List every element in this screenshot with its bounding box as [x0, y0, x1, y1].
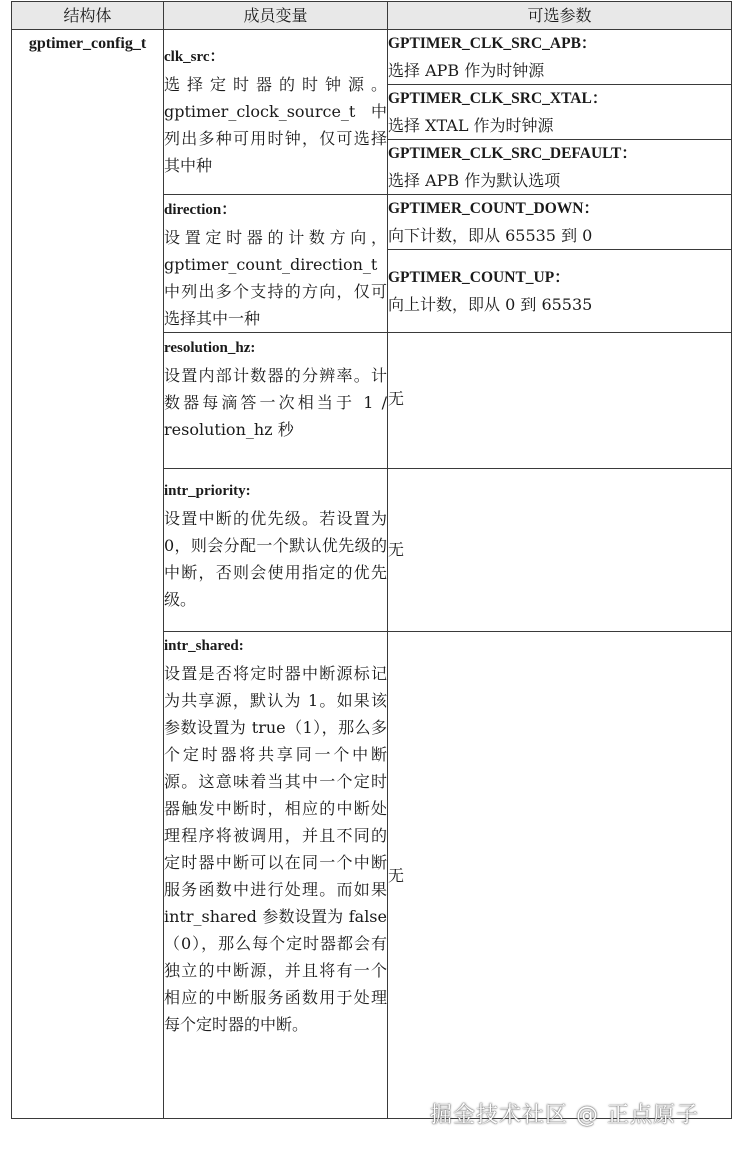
- option-cell: [388, 85, 732, 140]
- member-desc: 设置内部计数器的分辨率。计数器每滴答一次相当于 1 / resolution_hz 秒: [164, 366, 387, 439]
- option-cell: [388, 195, 732, 250]
- member-name: clk_src：: [164, 49, 225, 65]
- member-name: intr_priority:: [164, 483, 251, 499]
- member-desc: 设置定时器的计数方向，gptimer_count_direction_t 中列出多个支持的方向，仅可选择其中一种: [164, 228, 387, 328]
- member-desc: 设置是否将定时器中断源标记为共享源，默认为 1。如果该参数设置为 true（1），那么多个定时器将共享同一个中断源。这意味着当其中一个定时器触发中断时，相应的中断处理程序将被调用，并且不同的定时器中断可以在同一个中断服务函数中进行处理。而如果 intr_shared 参数设置为 false（0），那么每个定时器都会有独立的中断源，并且将有一个相应的中断服务函数用于处理每个定时器的中断。: [164, 664, 387, 1034]
- struct-name: gptimer_config_t: [28, 35, 147, 52]
- option-cell: [388, 30, 732, 85]
- watermark: 掘金技术社区 @ 正点原子: [430, 1103, 699, 1128]
- option-desc: 选择 APB 作为时钟源: [388, 61, 545, 80]
- option-desc: 向下计数，即从 65535 到 0: [388, 226, 593, 245]
- option-none: 无: [388, 865, 405, 885]
- member-name: intr_shared:: [164, 638, 244, 654]
- member-cell-resolution: [164, 333, 388, 469]
- option-name: GPTIMER_CLK_SRC_DEFAULT：: [388, 145, 637, 162]
- member-desc: 选择定时器的时钟源。gptimer_clock_source_t 中列出多种可用时钟，仅可选择其中种: [164, 75, 387, 175]
- member-name: resolution_hz:: [164, 340, 256, 356]
- option-desc: 选择 APB 作为默认选项: [388, 171, 561, 190]
- header-options: 可选参数: [388, 2, 732, 30]
- struct-name-cell: [12, 30, 164, 1119]
- config-table: [11, 1, 732, 1119]
- header-member: 成员变量: [164, 2, 388, 30]
- option-name: GPTIMER_CLK_SRC_XTAL：: [388, 90, 608, 107]
- option-none: 无: [388, 389, 405, 408]
- option-desc: 向上计数，即从 0 到 65535: [388, 295, 593, 315]
- option-cell: [388, 140, 732, 195]
- option-cell: [388, 333, 732, 469]
- table-row: [12, 30, 732, 85]
- member-desc: 设置中断的优先级。若设置为 0，则会分配一个默认优先级的中断，否则会使用指定的优先级。: [164, 509, 387, 609]
- member-cell-clk-src: [164, 30, 388, 195]
- option-name: GPTIMER_COUNT_UP：: [388, 269, 570, 287]
- member-name: direction：: [164, 202, 237, 218]
- member-cell-direction: [164, 195, 388, 333]
- option-cell: [388, 469, 732, 632]
- header-row: [12, 2, 732, 30]
- option-none: 无: [388, 539, 405, 559]
- option-name: GPTIMER_CLK_SRC_APB：: [388, 35, 597, 52]
- option-cell: [388, 250, 732, 333]
- member-cell-intr-priority: [164, 469, 388, 632]
- member-cell-intr-shared: [164, 632, 388, 1119]
- option-name: GPTIMER_COUNT_DOWN：: [388, 200, 599, 217]
- option-desc: 选择 XTAL 作为时钟源: [388, 116, 554, 135]
- option-cell: [388, 632, 732, 1119]
- header-struct: 结构体: [12, 2, 164, 30]
